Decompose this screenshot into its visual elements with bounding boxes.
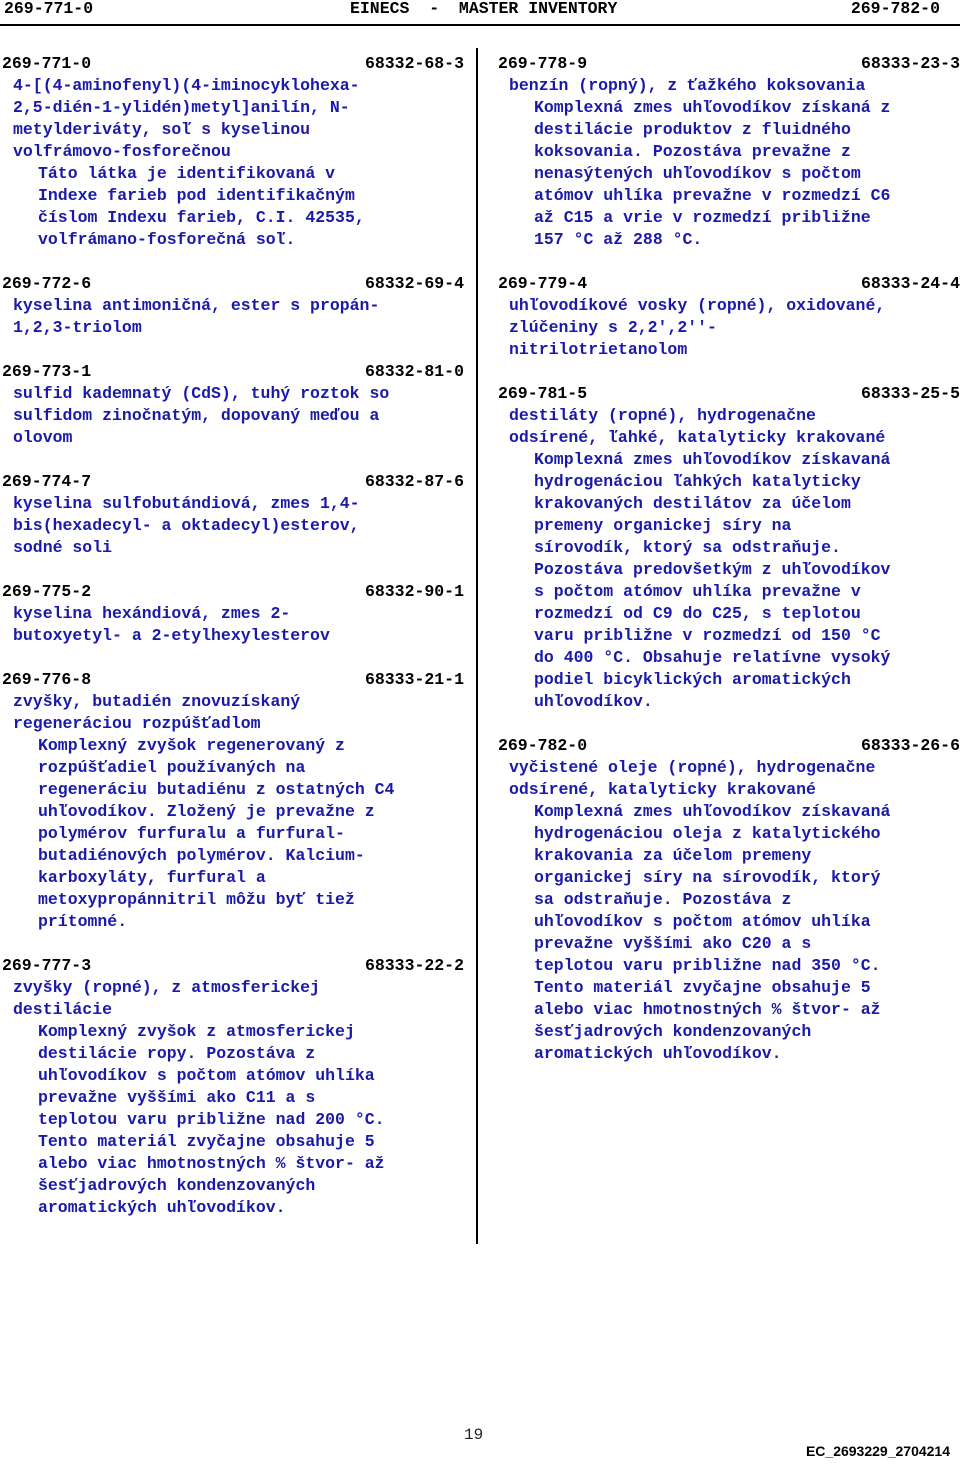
ec-number: 269-778-9 [498, 54, 588, 73]
substance-description-line: s počtom atómov uhlíka prevažne v [534, 582, 861, 601]
substance-name-line: odsírené, ľahké, katalyticky krakované [509, 428, 886, 447]
substance-name-line: 1,2,3-triolom [13, 318, 142, 337]
substance-name-line: kyselina hexándiová, zmes 2- [13, 604, 291, 623]
document-code: EC_2693229_2704214 [805, 1443, 950, 1459]
inventory-entry [2, 53, 464, 251]
substance-name-line: kyselina antimoničná, ester s propán- [13, 296, 380, 315]
substance-name-line: uhľovodíkové vosky (ropné), oxidované, [509, 296, 886, 315]
substance-description-line: atómov uhlíka prevažne v rozmedzí C6 [534, 186, 891, 205]
substance-description-line: prevažne vyššími ako C20 a s [534, 934, 812, 953]
substance-description-line: hydrogenáciou oleja z katalytického [534, 824, 881, 843]
substance-name-line: sodné soli [13, 538, 113, 557]
header-rule [0, 24, 960, 26]
substance-description-line: Komplexný zvyšok regenerovaný z [38, 736, 345, 755]
substance-description-line: Komplexný zvyšok z atmosferickej [38, 1022, 355, 1041]
substance-description-line: Komplexná zmes uhľovodíkov získavaná [534, 802, 891, 821]
substance-description-line: uhľovodíkov s počtom atómov uhlíka [38, 1066, 375, 1085]
left-column [2, 53, 464, 1241]
header-first-ec: 269-771-0 [4, 0, 94, 18]
substance-description-line: rozpúšťadiel používaných na [38, 758, 306, 777]
substance-description-line: teplotou varu približne nad 350 °C. [534, 956, 881, 975]
substance-description-line: do 400 °C. Obsahuje relatívne vysoký [534, 648, 891, 667]
cas-number: 68332-68-3 [364, 54, 464, 73]
cas-number: 68333-22-2 [364, 956, 464, 975]
inventory-entry [498, 735, 960, 1065]
inventory-entry [2, 669, 464, 933]
ec-number: 269-781-5 [498, 384, 588, 403]
cas-number: 68332-81-0 [364, 362, 464, 381]
page-number: 19 [464, 1426, 484, 1444]
right-column [498, 53, 960, 1087]
entry-id-row [498, 53, 960, 75]
inventory-entry [498, 383, 960, 713]
header-title: EINECS - MASTER INVENTORY [350, 0, 618, 18]
substance-description-line: organickej síry na sírovodík, ktorý [534, 868, 881, 887]
substance-description-line: butadiénových polymérov. Kalcium- [38, 846, 365, 865]
ec-number: 269-771-0 [2, 54, 92, 73]
substance-description-line: krakovania za účelom premeny [534, 846, 812, 865]
ec-number: 269-777-3 [2, 956, 92, 975]
substance-description-line: sírovodík, ktorý sa odstraňuje. [534, 538, 841, 557]
substance-description-line: premeny organickej síry na [534, 516, 792, 535]
inventory-entry [2, 273, 464, 339]
inventory-entry [2, 581, 464, 647]
entry-id-row [2, 361, 464, 383]
cas-number: 68332-87-6 [364, 472, 464, 491]
substance-description-line: Komplexná zmes uhľovodíkov získaná z [534, 98, 891, 117]
inventory-entry [2, 361, 464, 449]
substance-description-line: metoxypropánnitril môžu byť tiež [38, 890, 355, 909]
entry-id-row [498, 383, 960, 405]
substance-description-line: Pozostáva predovšetkým z uhľovodíkov [534, 560, 891, 579]
ec-number: 269-773-1 [2, 362, 92, 381]
substance-description-line: číslom Indexu farieb, C.I. 42535, [38, 208, 365, 227]
substance-description-line: sa odstraňuje. Pozostáva z [534, 890, 792, 909]
page-header [4, 0, 940, 22]
column-divider [476, 48, 478, 1244]
substance-name-line: sulfidom zinočnatým, dopovaný meďou a [13, 406, 380, 425]
cas-number: 68333-23-3 [860, 54, 960, 73]
entry-id-row [2, 955, 464, 977]
substance-description-line: polymérov furfuralu a furfural- [38, 824, 345, 843]
substance-name-line: regeneráciou rozpúšťadlom [13, 714, 261, 733]
substance-description-line: podiel bicyklických aromatických [534, 670, 851, 689]
inventory-entry [2, 955, 464, 1219]
substance-description-line: Táto látka je identifikovaná v [38, 164, 336, 183]
substance-name-line: zlúčeniny s 2,2',2''- [509, 318, 717, 337]
substance-description-line: krakovaných destilátov za účelom [534, 494, 851, 513]
substance-description-line: Tento materiál zvyčajne obsahuje 5 [534, 978, 871, 997]
header-last-ec: 269-782-0 [850, 0, 940, 18]
substance-name-line: benzín (ropný), z ťažkého koksovania [509, 76, 866, 95]
substance-name-line: destilácie [13, 1000, 113, 1019]
ec-number: 269-776-8 [2, 670, 92, 689]
inventory-entry [498, 53, 960, 251]
substance-name-line: zvyšky, butadién znovuzískaný [13, 692, 301, 711]
entry-id-row [498, 735, 960, 757]
substance-description-line: šesťjadrových kondenzovaných [38, 1176, 316, 1195]
cas-number: 68333-21-1 [364, 670, 464, 689]
substance-description-line: 157 °C až 288 °C. [534, 230, 703, 249]
substance-description-line: alebo viac hmotnostných % štvor- až [534, 1000, 881, 1019]
substance-description-line: koksovania. Pozostáva prevažne z [534, 142, 851, 161]
ec-number: 269-774-7 [2, 472, 92, 491]
substance-description-line: uhľovodíkov. [534, 692, 653, 711]
substance-description-line: prítomné. [38, 912, 128, 931]
entry-id-row [498, 273, 960, 295]
ec-number: 269-779-4 [498, 274, 588, 293]
substance-description-line: Tento materiál zvyčajne obsahuje 5 [38, 1132, 375, 1151]
substance-description-line: uhľovodíkov s počtom atómov uhlíka [534, 912, 871, 931]
ec-number: 269-775-2 [2, 582, 92, 601]
substance-description-line: šesťjadrových kondenzovaných [534, 1022, 812, 1041]
substance-description-line: aromatických uhľovodíkov. [534, 1044, 782, 1063]
ec-number: 269-782-0 [498, 736, 588, 755]
substance-description-line: volfrámano-fosforečná soľ. [38, 230, 296, 249]
entry-id-row [2, 471, 464, 493]
substance-description-line: nenasýtených uhľovodíkov s počtom [534, 164, 861, 183]
substance-description-line: až C15 a vrie v rozmedzí približne [534, 208, 871, 227]
substance-description-line: destilácie ropy. Pozostáva z [38, 1044, 316, 1063]
substance-description-line: prevažne vyššími ako C11 a s [38, 1088, 316, 1107]
substance-description-line: varu približne v rozmedzí od 150 °C [534, 626, 881, 645]
substance-description-line: uhľovodíkov. Zložený je prevažne z [38, 802, 375, 821]
substance-name-line: vyčistené oleje (ropné), hydrogenačne [509, 758, 876, 777]
substance-name-line: butoxyetyl- a 2-etylhexylesterov [13, 626, 330, 645]
substance-description-line: destilácie produktov z fluidného [534, 120, 851, 139]
cas-number: 68333-25-5 [860, 384, 960, 403]
substance-description-line: regeneráciu butadiénu z ostatných C4 [38, 780, 395, 799]
cas-number: 68333-26-6 [860, 736, 960, 755]
substance-description-line: teplotou varu približne nad 200 °C. [38, 1110, 385, 1129]
substance-description-line: aromatických uhľovodíkov. [38, 1198, 286, 1217]
substance-description-line: alebo viac hmotnostných % štvor- až [38, 1154, 385, 1173]
substance-name-line: olovom [13, 428, 73, 447]
substance-name-line: nitrilotrietanolom [509, 340, 688, 359]
substance-name-line: kyselina sulfobutándiová, zmes 1,4- [13, 494, 360, 513]
substance-name-line: bis(hexadecyl- a oktadecyl)esterov, [13, 516, 360, 535]
substance-name-line: metylderiváty, soľ s kyselinou [13, 120, 311, 139]
entry-id-row [2, 273, 464, 295]
entry-id-row [2, 669, 464, 691]
substance-description-line: rozmedzí od C9 do C25, s teplotou [534, 604, 861, 623]
cas-number: 68333-24-4 [860, 274, 960, 293]
substance-description-line: hydrogenáciou ľahkých katalyticky [534, 472, 861, 491]
substance-name-line: zvyšky (ropné), z atmosferickej [13, 978, 320, 997]
inventory-entry [498, 273, 960, 361]
inventory-entry [2, 471, 464, 559]
substance-name-line: 2,5-dién-1-ylidén)metyl]anilín, N- [13, 98, 350, 117]
cas-number: 68332-69-4 [364, 274, 464, 293]
entry-id-row [2, 53, 464, 75]
substance-description-line: Indexe farieb pod identifikačným [38, 186, 355, 205]
substance-name-line: odsírené, katalyticky krakované [509, 780, 816, 799]
ec-number: 269-772-6 [2, 274, 92, 293]
entry-id-row [2, 581, 464, 603]
substance-description-line: Komplexná zmes uhľovodíkov získavaná [534, 450, 891, 469]
substance-name-line: sulfid kademnatý (CdS), tuhý roztok so [13, 384, 390, 403]
substance-name-line: 4-[(4-aminofenyl)(4-iminocyklohexa- [13, 76, 360, 95]
substance-description-line: karboxyláty, furfural a [38, 868, 266, 887]
substance-name-line: volfrámovo-fosforečnou [13, 142, 231, 161]
cas-number: 68332-90-1 [364, 582, 464, 601]
substance-name-line: destiláty (ropné), hydrogenačne [509, 406, 816, 425]
